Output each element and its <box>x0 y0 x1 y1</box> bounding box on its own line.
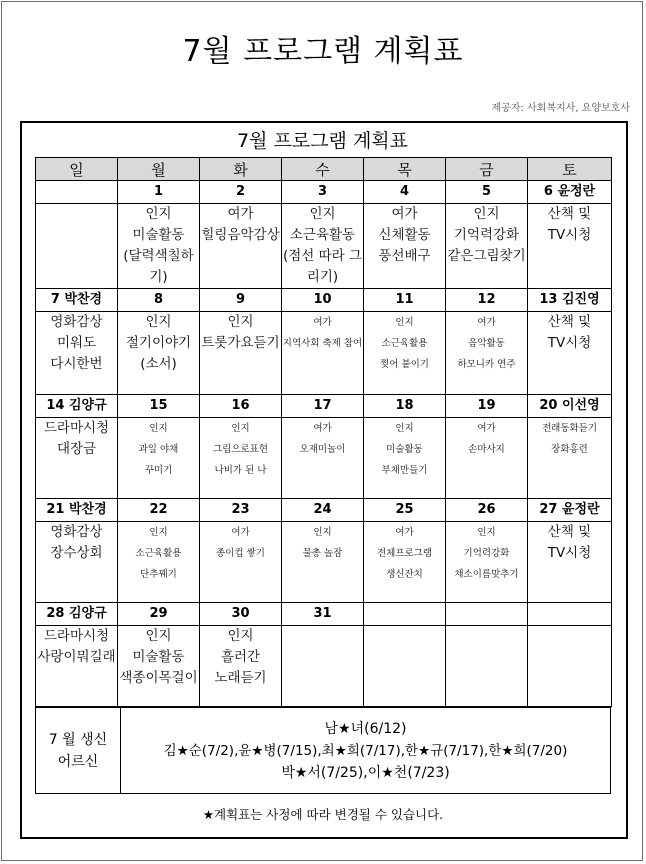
activity-cell <box>364 418 446 499</box>
date-cell: 3 <box>282 181 364 204</box>
date-row <box>36 395 612 418</box>
birthday-names-line1: 남★녀(6/12) <box>324 720 407 737</box>
activity-cell <box>36 418 118 499</box>
activity-text: 여가 지역사회 축제 참여 <box>282 317 363 349</box>
activity-text: 인지 물총 놀잠 <box>302 527 343 559</box>
date-row <box>36 603 612 626</box>
page-title: 7월 프로그램 계획표 <box>182 34 464 69</box>
activity-text: 여가 손마사지 <box>468 423 505 455</box>
activity-text: 인지 미술활동 색종이목걸이 <box>119 628 198 686</box>
activity-text: 인지 흘러간 노래듣기 <box>214 628 267 686</box>
weekday-tue: 화 <box>200 158 282 181</box>
activity-text: 여가 오재미놀이 <box>299 423 346 455</box>
activity-cell <box>446 522 528 603</box>
activity-cell <box>36 626 118 707</box>
activity-cell <box>364 204 446 289</box>
birthday-label-line1: 7 월 생신 <box>48 731 108 748</box>
date-row <box>36 289 612 312</box>
activity-cell <box>282 312 364 395</box>
date-cell: 2 <box>200 181 282 204</box>
date-row <box>36 181 612 204</box>
activity-text: 인지 기억력강화 같은그림찾기 <box>447 206 526 264</box>
activity-cell <box>200 522 282 603</box>
date-cell: 8 <box>118 289 200 312</box>
date-cell: 11 <box>364 289 446 312</box>
date-cell: 19 <box>446 395 528 418</box>
activity-cell <box>528 204 612 289</box>
activity-text: 드라마시청 대장금 <box>43 420 110 457</box>
date-cell: 21 박찬경 <box>36 499 118 522</box>
activity-row <box>36 522 612 603</box>
activity-text: 인지 미술활동 부채만들기 <box>381 423 428 476</box>
activity-text: 영화감상 장수상회 <box>50 524 103 561</box>
activity-cell <box>446 418 528 499</box>
date-cell: 18 <box>364 395 446 418</box>
activity-text: 산책 및 TV시청 <box>547 206 592 243</box>
activity-cell <box>282 204 364 289</box>
activity-text: 여가 전체프로그램 생신잔치 <box>376 527 433 580</box>
date-cell: 15 <box>118 395 200 418</box>
birthday-label <box>36 708 121 794</box>
date-cell <box>364 603 446 626</box>
activity-text: 인지 절기이야기 (소서) <box>125 314 192 372</box>
activity-row <box>36 626 612 707</box>
activity-text: 인지 그림으로표현 나비가 된 나 <box>212 423 269 476</box>
date-cell: 1 <box>118 181 200 204</box>
birthday-names-line3: 박★서(7/25),이★천(7/23) <box>281 764 450 781</box>
activity-text: 전래동화듣기 장화홍련 <box>541 423 598 455</box>
provider-label: 제공자: 사회복지사, 요양보호사 <box>491 103 630 114</box>
date-cell: 7 박찬경 <box>36 289 118 312</box>
weekday-wed: 수 <box>282 158 364 181</box>
activity-text: 산책 및 TV시청 <box>547 314 592 351</box>
birthday-label-line2: 어르신 <box>57 753 99 770</box>
birthday-names-line2: 김★순(7/2),윤★병(7/15),최★희(7/17),한★규(7/17),한★희(7/20) <box>163 742 568 759</box>
activity-row <box>36 418 612 499</box>
date-cell: 17 <box>282 395 364 418</box>
activity-cell <box>200 626 282 707</box>
date-cell: 26 <box>446 499 528 522</box>
activity-cell <box>364 522 446 603</box>
calendar-title: 7월 프로그램 계획표 <box>237 130 408 152</box>
activity-cell <box>446 312 528 395</box>
activity-text: 여가 힐링음악감상 <box>201 206 280 243</box>
activity-cell <box>528 522 612 603</box>
date-cell: 24 <box>282 499 364 522</box>
date-cell: 30 <box>200 603 282 626</box>
activity-cell <box>200 312 282 395</box>
date-cell <box>528 603 612 626</box>
date-cell: 14 김양규 <box>36 395 118 418</box>
date-cell <box>446 603 528 626</box>
date-cell: 22 <box>118 499 200 522</box>
activity-text: 인지 미술활동 (달력색칠하기) <box>123 206 194 285</box>
calendar-table <box>35 157 612 707</box>
weekday-fri: 금 <box>446 158 528 181</box>
activity-text: 산책 및 TV시청 <box>547 524 592 561</box>
date-cell: 5 <box>446 181 528 204</box>
activity-text: 여가 음악활동 하모니카 연주 <box>457 317 516 370</box>
activity-cell <box>36 312 118 395</box>
activity-cell <box>200 204 282 289</box>
activity-row <box>36 204 612 289</box>
activity-text: 인지 소근육활동 (점선 따라 그리기) <box>282 206 363 285</box>
activity-text: 인지 트롯가요듣기 <box>201 314 280 351</box>
date-cell: 16 <box>200 395 282 418</box>
activity-cell <box>282 418 364 499</box>
activity-text: 인지 기억력강화 채소이름맞추기 <box>454 527 519 580</box>
birthday-table <box>35 707 611 794</box>
activity-cell <box>200 418 282 499</box>
weekday-sat: 토 <box>528 158 612 181</box>
activity-cell <box>364 312 446 395</box>
activity-cell <box>118 418 200 499</box>
activity-cell <box>282 522 364 603</box>
activity-text: 영화감상 미워도 다시한번 <box>50 314 103 372</box>
activity-text: 여가 신체활동 풍선배구 <box>378 206 431 264</box>
activity-cell <box>364 626 446 707</box>
date-cell: 27 윤정란 <box>528 499 612 522</box>
notice-text: ★계획표는 사정에 따라 변경될 수 있습니다. <box>202 807 444 822</box>
date-cell: 20 이선영 <box>528 395 612 418</box>
date-cell: 25 <box>364 499 446 522</box>
date-cell: 10 <box>282 289 364 312</box>
activity-cell <box>528 418 612 499</box>
activity-text: 인지 소근육활용 찢어 붙이기 <box>380 317 429 370</box>
activity-cell <box>36 522 118 603</box>
activity-cell <box>118 204 200 289</box>
birthday-names <box>121 708 611 794</box>
activity-text: 드라마시청 사랑이뭐길래 <box>37 628 116 665</box>
activity-cell <box>118 312 200 395</box>
activity-text: 여가 종이컵 쌓기 <box>216 527 265 559</box>
date-cell <box>36 181 118 204</box>
activity-text: 인지 과일 야채 꾸미기 <box>138 423 179 476</box>
activity-cell <box>528 626 612 707</box>
date-cell: 4 <box>364 181 446 204</box>
date-row <box>36 499 612 522</box>
date-cell: 29 <box>118 603 200 626</box>
activity-cell <box>446 204 528 289</box>
activity-cell <box>118 522 200 603</box>
weekday-mon: 월 <box>118 158 200 181</box>
date-cell: 23 <box>200 499 282 522</box>
weekday-header-row <box>36 158 612 181</box>
activity-text: 인지 소근육활용 단추꿰기 <box>135 527 182 580</box>
activity-cell <box>36 204 118 289</box>
date-cell: 12 <box>446 289 528 312</box>
activity-cell <box>118 626 200 707</box>
date-cell: 9 <box>200 289 282 312</box>
date-cell: 6 윤정란 <box>528 181 612 204</box>
activity-cell <box>282 626 364 707</box>
activity-cell <box>446 626 528 707</box>
activity-row <box>36 312 612 395</box>
date-cell: 28 김양규 <box>36 603 118 626</box>
date-cell: 13 김진영 <box>528 289 612 312</box>
weekday-thu: 목 <box>364 158 446 181</box>
activity-cell <box>528 312 612 395</box>
weekday-sun: 일 <box>36 158 118 181</box>
date-cell: 31 <box>282 603 364 626</box>
